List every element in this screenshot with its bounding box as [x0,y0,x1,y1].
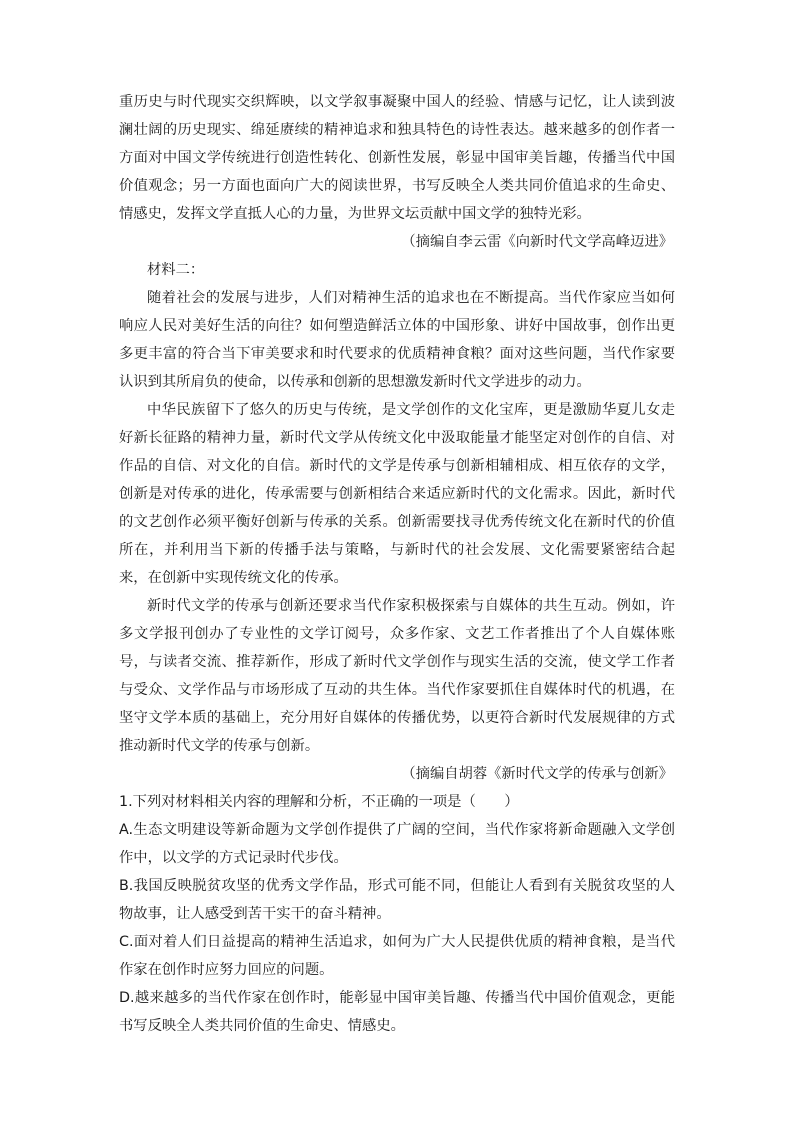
material2-source: （摘编自胡蓉《新时代文学的传承与创新》 [401,766,673,782]
material2-heading: 材料二： [147,262,205,278]
material2-paragraph-2: 中华民族留下了悠久的历史与传统，是文学创作的文化宝库，更是激励华夏儿女走好新长征路的精神力量，新时代文学从传统文化中汲取能量才能坚定对创作的自信、对作品的自信、对文化的自信。新时代的文学是传承与创新相辅相成、相互依存的文学，创新是对传承的进化，传承需要与创新相结合来适应新时代的文化需求。因此，新时代的文艺创作必须平衡好创新与传承的关系。创新需要找寻优秀传统文化在新时代的价值所在，并利用当下新的传播手法与策略，与新时代的社会发展、文化需要紧密结合起来，在创新中实现传统文化的传承。 [119,402,675,586]
document-body [119,88,675,1040]
material2-paragraph-1: 随着社会的发展与进步，人们对精神生活的追求也在不断提高。当代作家应当如何响应人民对美好生活的向往？如何塑造鲜活立体的中国形象、讲好中国故事，创作出更多更丰富的符合当下审美要求和时代要求的优质精神食粮？面对这些问题，当代作家要认识到其所肩负的使命，以传承和创新的思想激发新时代文学进步的动力。 [119,290,675,390]
material1-source: （摘编自李云雷《向新时代文学高峰迈进》 [401,234,673,250]
question-1-option-c: C.面对着人们日益提高的精神生活追求，如何为广大人民提供优质的精神食粮，是当代作家在创作时应努力回应的问题。 [119,934,675,978]
question-1-option-b: B.我国反映脱贫攻坚的优秀文学作品，形式可能不同，但能让人看到有关脱贫攻坚的人物故事，让人感受到苦干实干的奋斗精神。 [119,878,675,922]
question-1-option-d: D.越来越多的当代作家在创作时，能彰显中国审美旨趣、传播当代中国价值观念，更能书写反映全人类共同价值的生命史、情感史。 [119,990,675,1034]
material2-paragraph-3: 新时代文学的传承与创新还要求当代作家积极探索与自媒体的共生互动。例如，许多文学报刊创办了专业性的文学订阅号，众多作家、文艺工作者推出了个人自媒体账号，与读者交流、推荐新作，形成了新时代文学创作与现实生活的交流，使文学工作者与受众、文学作品与市场形成了互动的共生体。当代作家要抓住自媒体时代的机遇，在坚守文学本质的基础上，充分用好自媒体的传播优势，以更符合新时代发展规律的方式推动新时代文学的传承与创新。 [119,598,675,754]
question-1-option-a: A.生态文明建设等新命题为文学创作提供了广阔的空间，当代作家将新命题融入文学创作中，以文学的方式记录时代步伐。 [119,822,675,866]
question-1-stem: 1.下列对材料相关内容的理解和分析，不正确的一项是（ ） [119,794,519,810]
material1-tail-paragraph: 重历史与时代现实交织辉映，以文学叙事凝聚中国人的经验、情感与记忆，让人读到波澜壮阔的历史现实、绵延赓续的精神追求和独具特色的诗性表达。越来越多的创作者一方面对中国文学传统进行创造性转化、创新性发展，彰显中国审美旨趣，传播当代中国价值观念；另一方面也面向广大的阅读世界，书写反映全人类共同价值追求的生命史、情感史，发挥文学直抵人心的力量，为世界文坛贡献中国文学的独特光彩。 [119,94,675,222]
